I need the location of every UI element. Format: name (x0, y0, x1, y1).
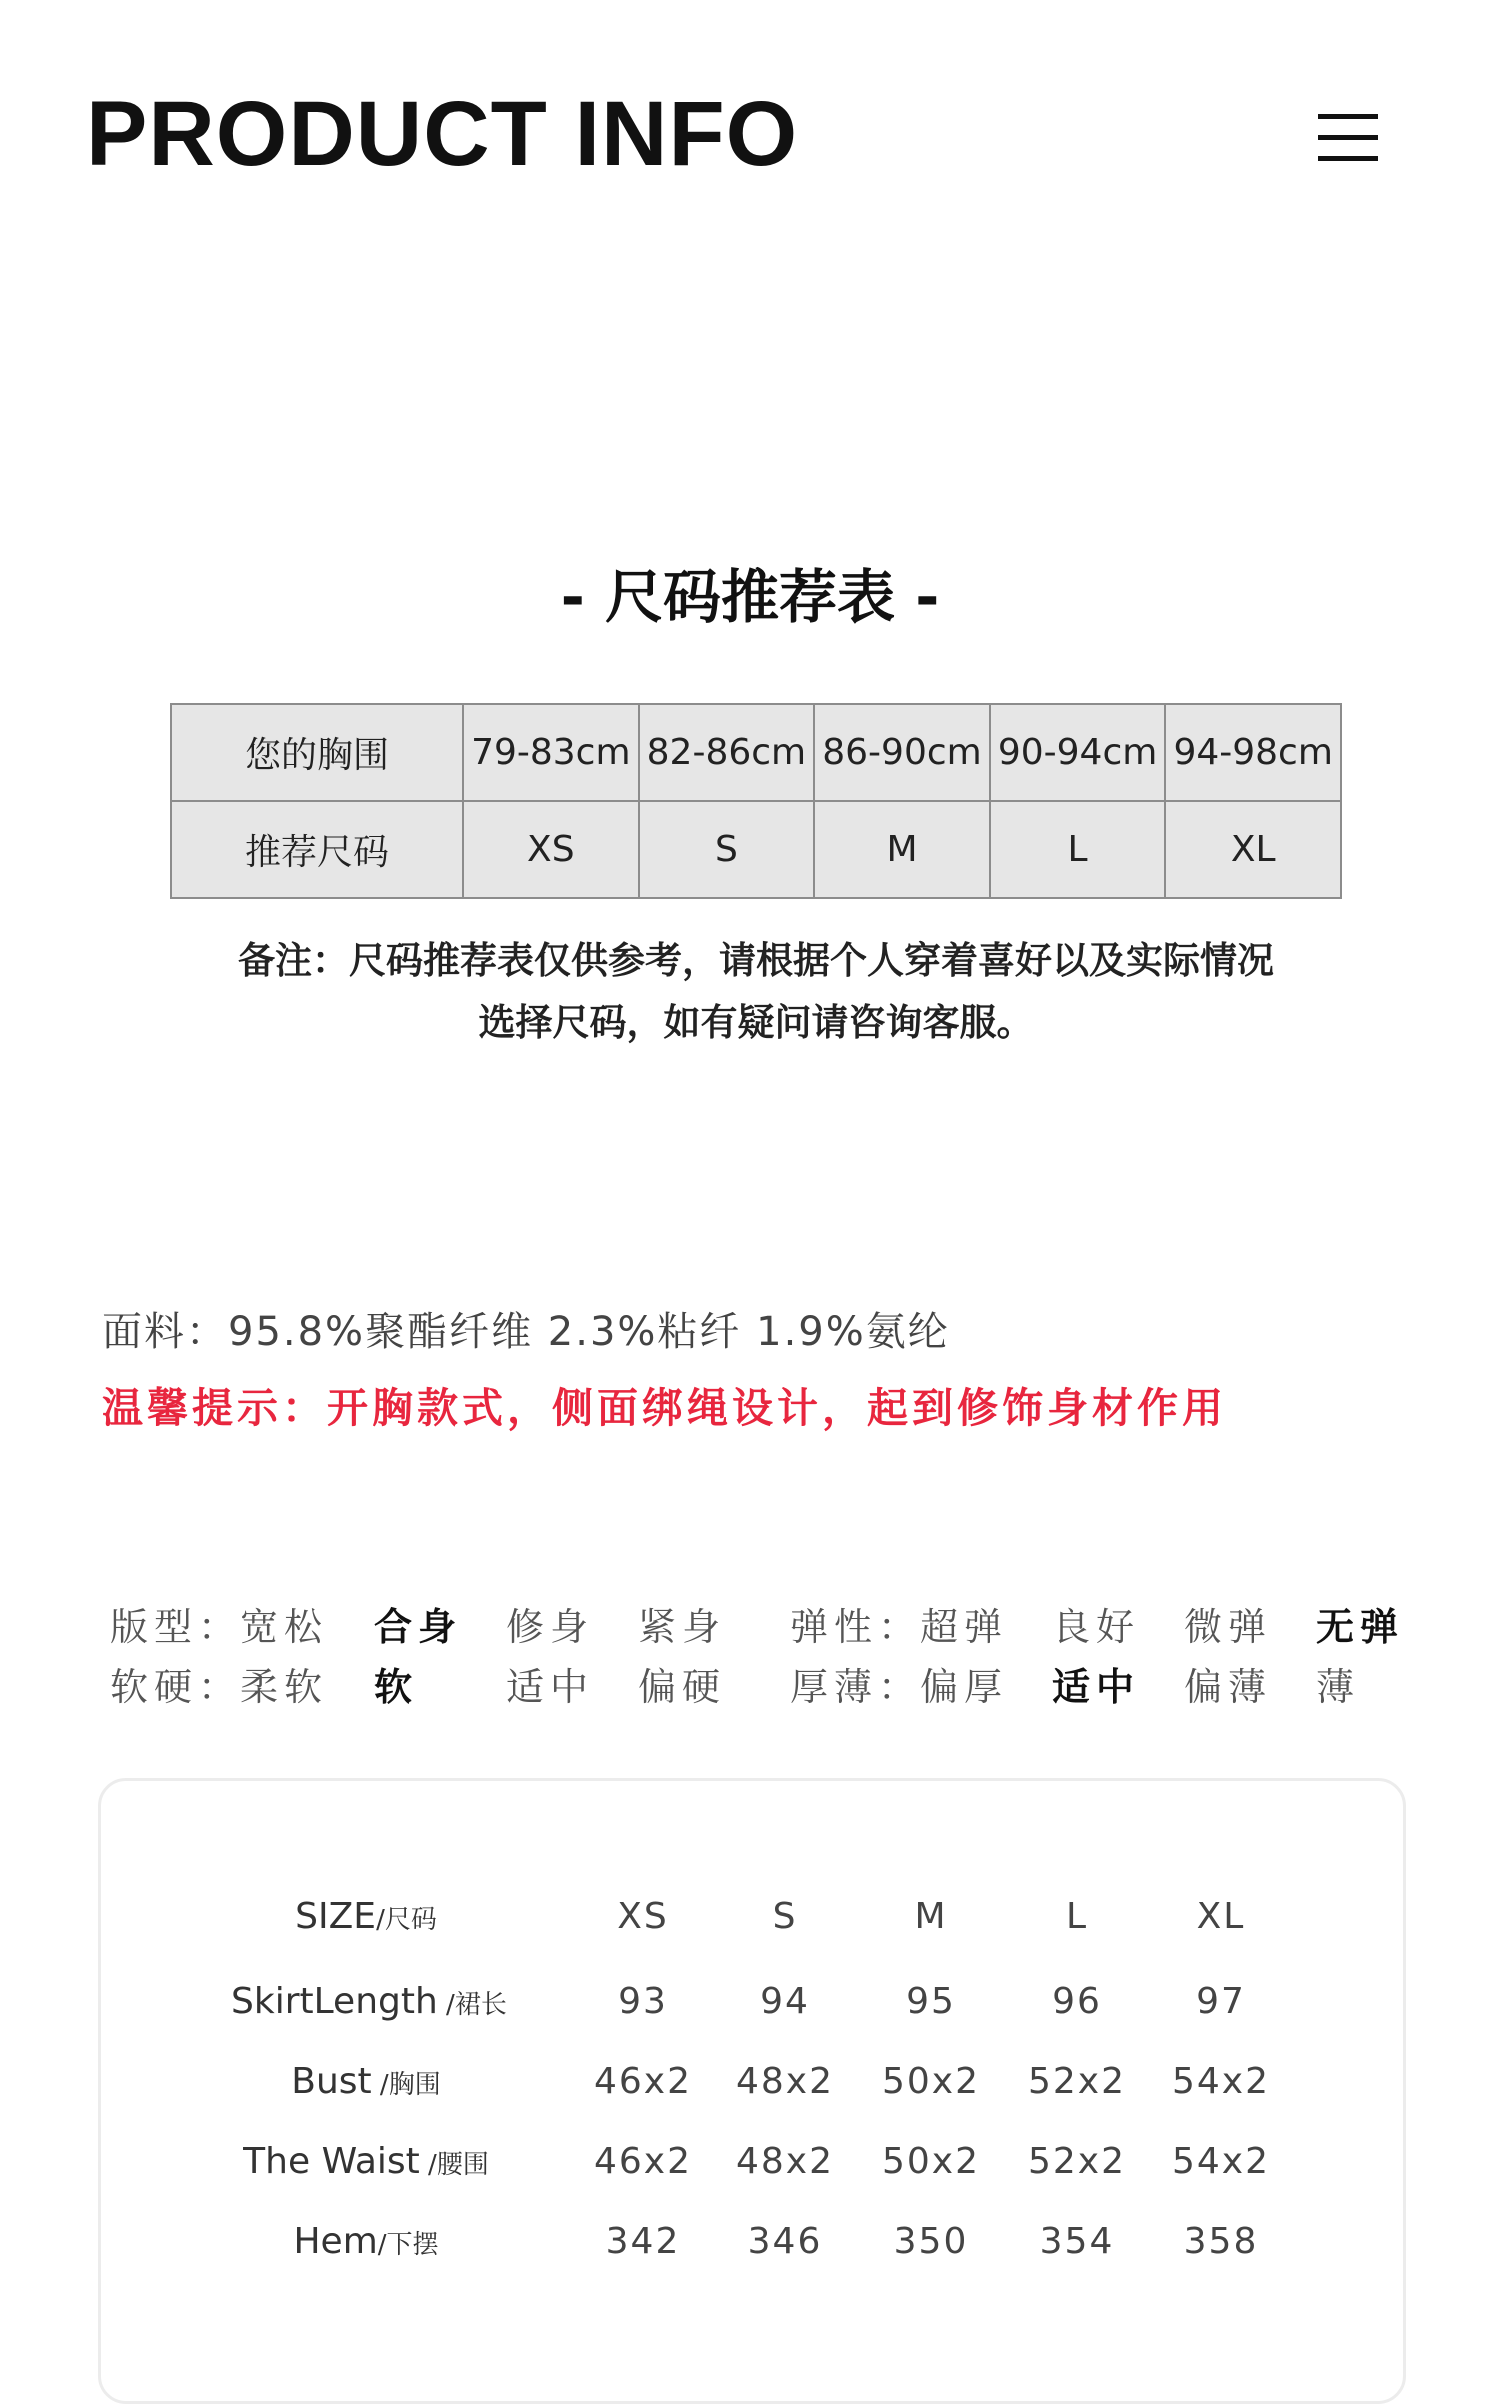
size-chart-header-cell: S (772, 1896, 798, 1937)
attribute-label-elasticity: 弹性： (790, 1605, 923, 1649)
table-cell: 79-83cm (463, 704, 639, 801)
menu-icon[interactable] (1310, 108, 1386, 168)
size-chart-header-cell: L (1065, 1896, 1089, 1937)
table-row-label: 您的胸围 (171, 704, 463, 801)
size-chart-row-label (231, 2141, 501, 2182)
size-chart-row (101, 2141, 1403, 2201)
size-chart-cell: 346 (747, 2221, 823, 2262)
size-chart-header-label (231, 1896, 501, 1937)
size-chart-cell: 46x2 (593, 2061, 693, 2102)
size-chart-cell: 93 (618, 1981, 668, 2022)
attribute-option: 合身 (374, 1605, 463, 1649)
size-chart-header-cell: M (914, 1896, 948, 1937)
attribute-row (110, 1596, 1450, 1656)
attribute-label-thickness: 厚薄： (790, 1665, 923, 1709)
attribute-grid (110, 1596, 1450, 1716)
size-chart-header-cell: XS (617, 1896, 669, 1937)
attribute-option: 微弹 (1184, 1605, 1273, 1649)
size-chart-cell: 50x2 (881, 2061, 981, 2102)
size-chart-cell: 94 (760, 1981, 810, 2022)
attribute-option: 软 (374, 1665, 419, 1709)
table-cell: S (639, 801, 815, 898)
row-label-en: Bust (291, 2061, 372, 2102)
attribute-row (110, 1656, 1450, 1716)
menu-bar (1318, 135, 1378, 140)
size-chart-row (101, 2221, 1403, 2281)
size-chart-cell: 52x2 (1027, 2141, 1127, 2182)
row-label-en: Hem (293, 2221, 378, 2262)
row-label-cn: /裙长 (437, 1990, 507, 2020)
table-row-label: 推荐尺码 (171, 801, 463, 898)
fabric-info: 面料：95.8%聚酯纤维 2.3%粘纤 1.9%氨纶 (102, 1309, 950, 1355)
size-chart-cell: 48x2 (735, 2061, 835, 2102)
size-chart-row (101, 1981, 1403, 2041)
size-chart-cell: 54x2 (1171, 2061, 1271, 2102)
size-chart-cell: 97 (1196, 1981, 1246, 2022)
attribute-option: 无弹 (1316, 1605, 1405, 1649)
attribute-option: 紧身 (638, 1605, 727, 1649)
attribute-option: 偏厚 (920, 1665, 1009, 1709)
table-cell: 82-86cm (639, 704, 815, 801)
size-chart-header-cell: XL (1196, 1896, 1246, 1937)
size-chart-cell: 350 (893, 2221, 969, 2262)
size-chart-row (101, 2061, 1403, 2121)
size-chart-row-label (231, 2221, 501, 2262)
size-chart-cell: 54x2 (1171, 2141, 1271, 2182)
row-label-cn: /胸围 (371, 2070, 441, 2100)
page-title: PRODUCT INFO (86, 83, 799, 185)
attribute-option: 超弹 (920, 1605, 1009, 1649)
size-chart-cell: 48x2 (735, 2141, 835, 2182)
note-line: 选择尺码，如有疑问请咨询客服。 (478, 1001, 1034, 1044)
size-chart-row-label (231, 2061, 501, 2102)
row-label-cn: /腰围 (419, 2150, 489, 2180)
attribute-label-softness: 软硬： (110, 1665, 243, 1709)
attribute-option: 适中 (1052, 1665, 1141, 1709)
attribute-option: 适中 (506, 1665, 595, 1709)
table-cell: M (814, 801, 990, 898)
attribute-option: 薄 (1316, 1665, 1361, 1709)
size-chart-cell: 358 (1183, 2221, 1259, 2262)
table-cell: 90-94cm (990, 704, 1166, 801)
size-note (170, 930, 1342, 1054)
attribute-option: 偏薄 (1184, 1665, 1273, 1709)
size-chart-row-label (231, 1981, 507, 2022)
size-chart-cell: 52x2 (1027, 2061, 1127, 2102)
size-chart-cell: 96 (1052, 1981, 1102, 2022)
table-cell: XS (463, 801, 639, 898)
size-recommend-title: - 尺码推荐表 - (560, 563, 940, 631)
attribute-option: 良好 (1052, 1605, 1141, 1649)
size-chart-cell: 46x2 (593, 2141, 693, 2182)
attribute-label-fit: 版型： (110, 1605, 243, 1649)
warm-tip: 温馨提示：开胸款式，侧面绑绳设计，起到修饰身材作用 (102, 1384, 1227, 1432)
size-chart-card (98, 1778, 1406, 2404)
table-cell: XL (1165, 801, 1341, 898)
attribute-option: 修身 (506, 1605, 595, 1649)
menu-bar (1318, 156, 1378, 161)
table-cell: 86-90cm (814, 704, 990, 801)
table-cell: 94-98cm (1165, 704, 1341, 801)
row-label-cn: /下摆 (377, 2230, 439, 2260)
attribute-option: 偏硬 (638, 1665, 727, 1709)
size-chart-cell: 342 (605, 2221, 681, 2262)
size-recommend-table (170, 703, 1342, 899)
row-label-cn: /尺码 (376, 1905, 437, 1935)
size-chart-cell: 50x2 (881, 2141, 981, 2182)
size-chart-cell: 354 (1039, 2221, 1115, 2262)
menu-bar (1318, 114, 1378, 119)
table-row (171, 801, 1341, 898)
table-cell: L (990, 801, 1166, 898)
row-label-en: SIZE (295, 1896, 377, 1937)
attribute-option: 宽松 (240, 1605, 329, 1649)
note-line: 备注：尺码推荐表仅供参考，请根据个人穿着喜好以及实际情况 (238, 939, 1274, 982)
row-label-en: SkirtLength (231, 1981, 438, 2022)
size-chart-cell: 95 (906, 1981, 956, 2022)
attribute-option: 柔软 (240, 1665, 329, 1709)
row-label-en: The Waist (243, 2141, 420, 2182)
size-chart-header-row (101, 1896, 1403, 1956)
table-row (171, 704, 1341, 801)
